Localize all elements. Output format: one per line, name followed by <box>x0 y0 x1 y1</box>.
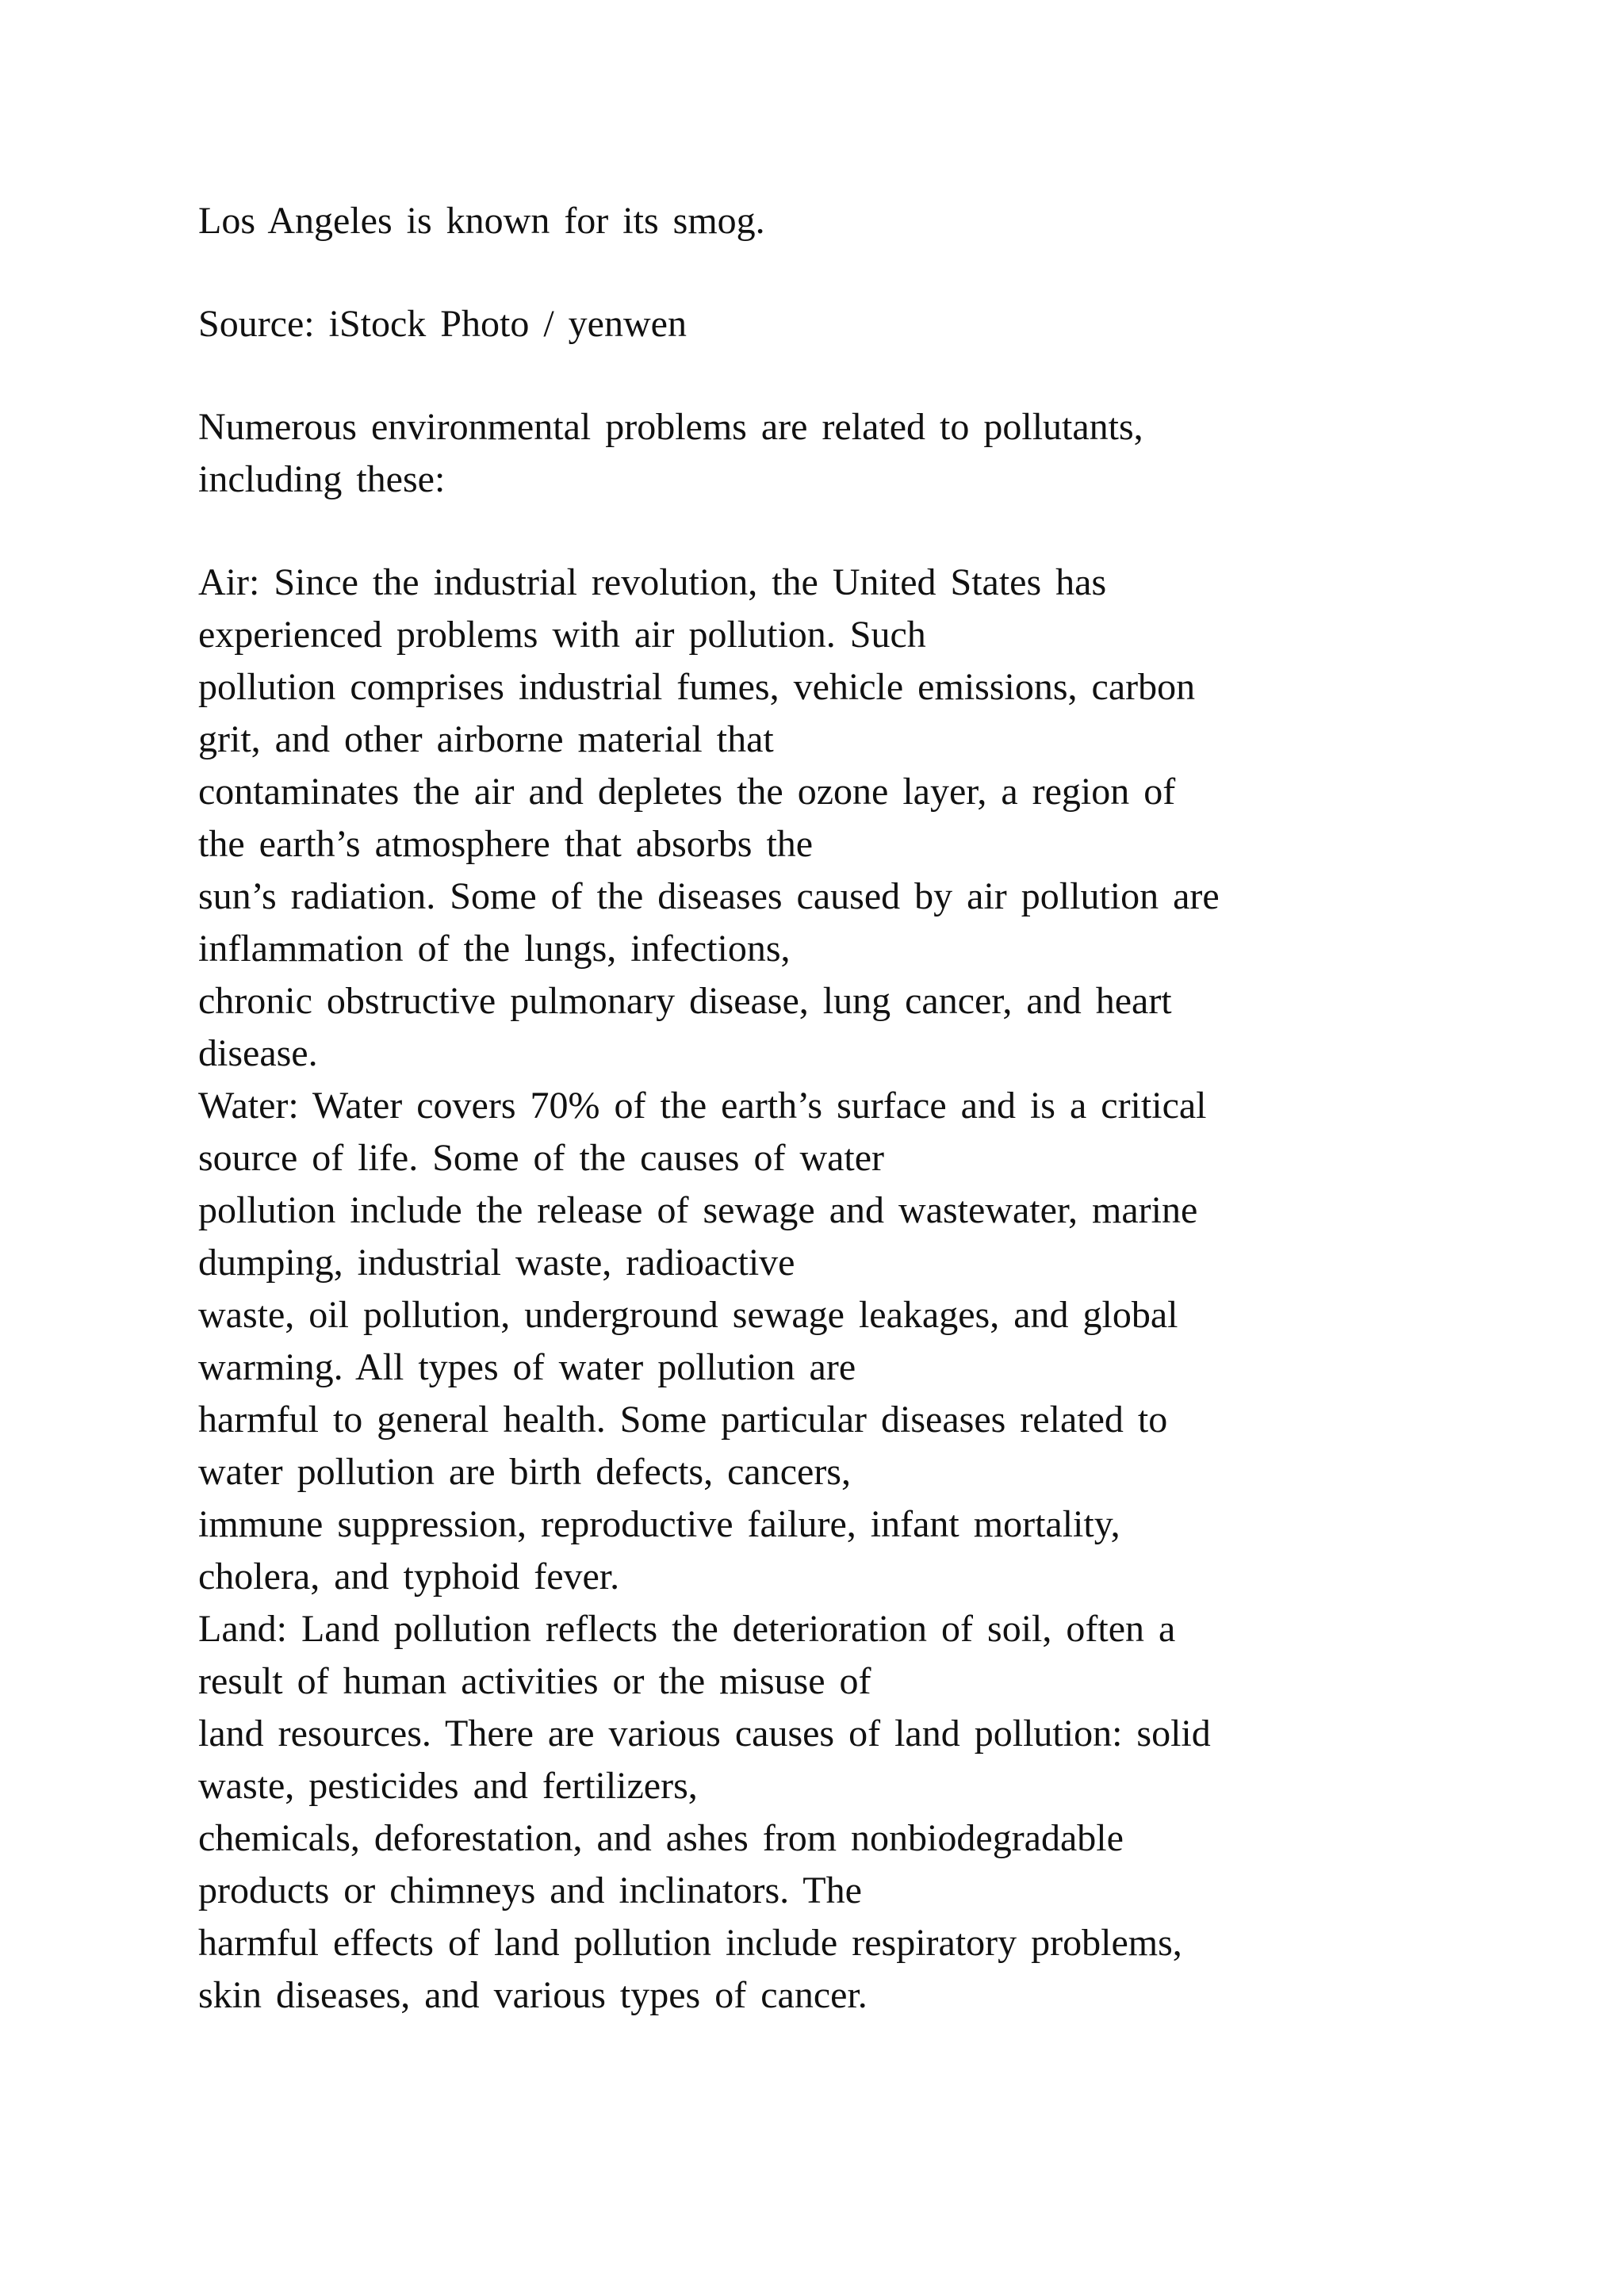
text-line: warming. All types of water pollution are <box>198 1346 856 1388</box>
paragraph-gap <box>198 247 1546 298</box>
air-section <box>198 557 1546 1080</box>
text-line: inflammation of the lungs, infections, <box>198 928 791 970</box>
text-line: pollution include the release of sewage and wastewater, marine <box>198 1189 1198 1231</box>
text-line: sun’s radiation. Some of the diseases caused by air pollution are <box>198 875 1220 917</box>
pollutant-sections <box>198 557 1546 2022</box>
text-line: contaminates the air and depletes the ozone layer, a region of <box>198 771 1176 813</box>
text-line: chronic obstructive pulmonary disease, lung cancer, and heart <box>198 980 1172 1022</box>
intro-paragraph <box>198 401 1546 506</box>
text-line: the earth’s atmosphere that absorbs the <box>198 823 814 865</box>
paragraph-gap <box>198 350 1546 401</box>
text-line: skin diseases, and various types of cancer. <box>198 1974 868 2016</box>
text-line: waste, pesticides and fertilizers, <box>198 1765 698 1807</box>
text-line: pollution comprises industrial fumes, vehicle emissions, carbon <box>198 666 1196 708</box>
text-line: grit, and other airborne material that <box>198 718 774 760</box>
text-line: including these: <box>198 458 446 500</box>
text-line: Numerous environmental problems are related to pollutants, <box>198 406 1143 448</box>
text-line: source of life. Some of the causes of water <box>198 1137 885 1179</box>
text-line: harmful effects of land pollution include respiratory problems, <box>198 1922 1182 1964</box>
text-line: Land: Land pollution reflects the deterioration of soil, often a <box>198 1608 1176 1650</box>
text-line: chemicals, deforestation, and ashes from nonbiodegradable <box>198 1817 1124 1859</box>
text-line: result of human activities or the misuse of <box>198 1660 871 1702</box>
text-line: products or chimneys and inclinators. The <box>198 1869 862 1911</box>
text-line: disease. <box>198 1032 318 1074</box>
document-body <box>198 195 1546 2022</box>
text-line: immune suppression, reproductive failure, infant mortality, <box>198 1503 1120 1545</box>
text-line: waste, oil pollution, underground sewage leakages, and global <box>198 1294 1178 1336</box>
water-section <box>198 1080 1546 1603</box>
land-section <box>198 1603 1546 2022</box>
image-caption: Los Angeles is known for its smog. <box>198 200 765 242</box>
paragraph-gap <box>198 506 1546 557</box>
text-line: cholera, and typhoid fever. <box>198 1556 620 1598</box>
text-line: harmful to general health. Some particular diseases related to <box>198 1399 1168 1441</box>
text-line: Water: Water covers 70% of the earth’s surface and is a critical <box>198 1085 1207 1127</box>
text-line: dumping, industrial waste, radioactive <box>198 1242 795 1284</box>
text-line: land resources. There are various causes of land pollution: solid <box>198 1712 1211 1755</box>
text-line: Air: Since the industrial revolution, the United States has <box>198 561 1107 603</box>
image-source-credit: Source: iStock Photo / yenwen <box>198 303 687 345</box>
text-line: water pollution are birth defects, cancers, <box>198 1451 851 1493</box>
text-line: experienced problems with air pollution. Such <box>198 614 926 656</box>
